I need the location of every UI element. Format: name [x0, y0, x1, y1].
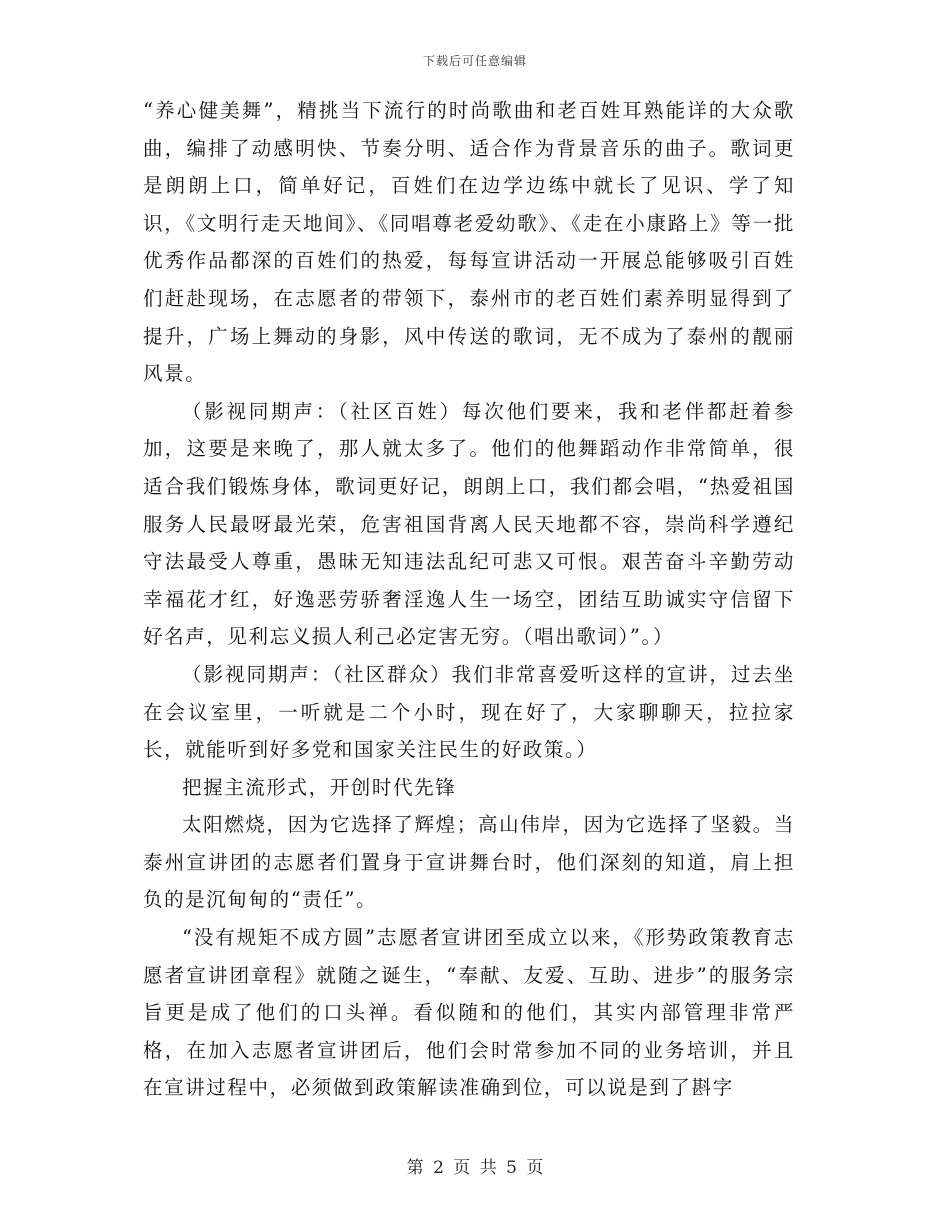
section-heading: 把握主流形式，开创时代先锋	[182, 775, 457, 799]
paragraph-1: “养心健美舞”，精挑当下流行的时尚歌曲和老百姓耳熟能详的大众歌曲，编排了动感明快、节奏分明、适合作为背景音乐的曲子。歌词更是朗朗上口，简单好记，百姓们在边学边练中就长了见识、学了知识，《文明行走天地间》、《同唱尊老爱幼歌》、《走在小康路上》等一批优秀作品都深的百姓们的热爱，每每宣讲活动一开展总能够吸引百姓们赶赴现场，在志愿者的带领下，泰州市的老百姓们素养明显得到了提升，广场上舞动的身影，风中传送的歌词，无不成为了泰州的靓丽风景。	[143, 99, 795, 386]
paragraph-3: （影视同期声：（社区群众）我们非常喜爱听这样的宣讲，过去坐在会议室里，一听就是二个小时，现在好了，大家聊聊天，拉拉家长，就能听到好多党和国家关注民生的好政策。）	[143, 662, 795, 762]
page-footer: 第 2 页 共 5 页	[406, 1158, 544, 1178]
paragraph-4: 太阳燃烧，因为它选择了辉煌；高山伟岸，因为它选择了坚毅。当泰州宣讲团的志愿者们置身于宣讲舞台时，他们深刻的知道，肩上担负的是沉甸甸的“责任”。	[143, 813, 795, 912]
document-body	[143, 92, 795, 1107]
page-header: 下载后可任意编辑	[422, 54, 527, 68]
paragraph-2: （影视同期声：（社区百姓）每次他们要来，我和老伴都赶着参加，这要是来晚了，那人就太多了。他们的他舞蹈动作非常简单，很适合我们锻炼身体，歌词更好记，朗朗上口，我们都会唱，“热爱祖国服务人民最呀最光荣，危害祖国背离人民天地都不容，崇尚科学遵纪守法最受人尊重，愚昧无知违法乱纪可悲又可恨。艰苦奋斗辛勤劳动幸福花才红，好逸恶劳骄奢淫逸人生一场空，团结互助诚实守信留下好名声，见利忘义损人利己必定害无穷。（唱出歌词）”。）	[143, 399, 795, 649]
paragraph-5: “没有规矩不成方圆”志愿者宣讲团至成立以来，《形势政策教育志愿者宣讲团章程》就随之诞生，“奉献、友爱、互助、进步”的服务宗旨更是成了他们的口头禅。看似随和的他们，其实内部管理非常严格，在加入志愿者宣讲团后，他们会时常参加不同的业务培训，并且在宣讲过程中，必须做到政策解读准确到位，可以说是到了斟字	[143, 926, 795, 1100]
